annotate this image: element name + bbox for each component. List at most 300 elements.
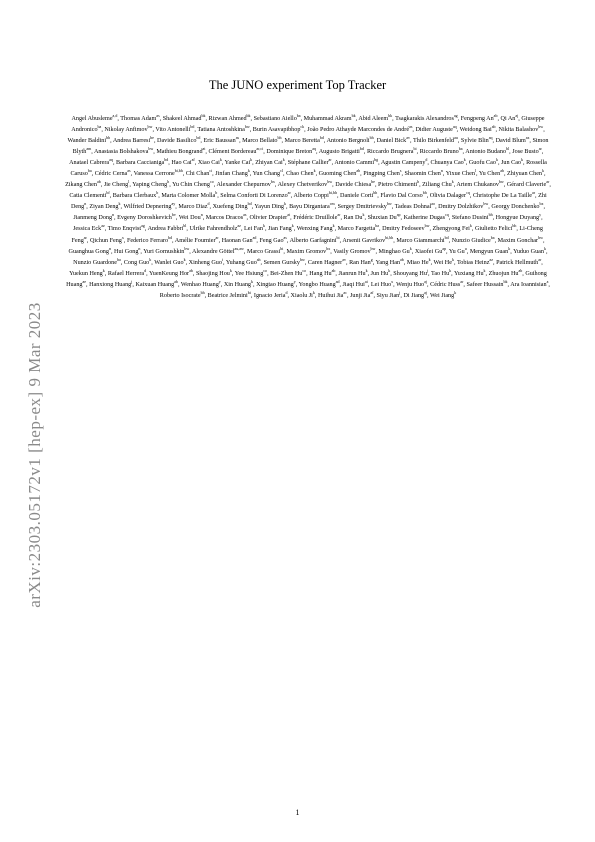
author-entry — [180, 278, 221, 288]
author-entry — [507, 168, 545, 178]
author-name: Riccardo Bruno — [419, 149, 459, 156]
author-name: Timo Enqvist — [107, 226, 142, 233]
author-affiliation-marks: co — [209, 179, 214, 185]
arxiv-identifier-text: arXiv:2303.05172v1 [hep-ex] 9 Mar 2023 — [25, 302, 44, 608]
author-affiliation-marks: ar — [287, 190, 291, 196]
author-affiliation-marks: s — [399, 168, 402, 174]
author-entry — [415, 124, 457, 134]
author-name: Huihui Jia — [317, 292, 344, 299]
author-entry — [189, 223, 241, 233]
author-entry — [208, 146, 264, 156]
author-affiliation-marks: ba — [458, 146, 463, 152]
author-name: Zhuojun Hu — [488, 270, 519, 277]
author-affiliation-marks: k — [283, 201, 286, 207]
author-entry — [393, 267, 429, 277]
author-name: Shouyang Hu — [393, 270, 427, 277]
author-entry — [197, 157, 222, 167]
author-affiliation-marks: u — [464, 245, 467, 251]
author-entry — [154, 256, 186, 266]
author-name: Barbara Clerbaux — [112, 193, 157, 200]
author-entry — [340, 190, 378, 200]
author-entry — [249, 212, 291, 222]
author-entry — [178, 212, 203, 222]
author-affiliation-marks: k — [428, 256, 431, 262]
author-name: Guoming Chen — [318, 171, 357, 178]
author-affiliation-marks: ar — [328, 157, 332, 163]
author-affiliation-marks: bh — [369, 135, 374, 141]
author-name: Riccardo Brugnera — [366, 149, 414, 156]
author-affiliation-marks: bd — [247, 201, 252, 207]
author-entry — [252, 168, 284, 178]
author-affiliation-marks: bw — [327, 179, 333, 185]
author-entry — [192, 245, 244, 255]
author-entry — [216, 179, 275, 189]
author-entry — [445, 168, 477, 178]
author-affiliation-marks: ab — [189, 267, 193, 273]
author-entry — [89, 234, 124, 244]
author-affiliation-marks: co — [302, 267, 307, 273]
author-entry — [223, 278, 253, 288]
author-entry — [466, 278, 508, 288]
author-affiliation-marks: bk — [246, 113, 251, 118]
author-affiliation-marks: k — [469, 223, 472, 229]
author-name: Alberto Garfagnini — [289, 237, 337, 244]
author-affiliation-marks: n — [440, 168, 443, 174]
author-entry — [116, 157, 169, 167]
author-entry — [468, 157, 498, 167]
author-affiliation-marks: ba — [296, 113, 301, 118]
author-entry — [174, 234, 219, 244]
author-name: Tao Hu — [431, 270, 450, 277]
author-affiliation-marks: bw — [370, 245, 376, 251]
author-affiliation-marks: at — [202, 146, 206, 152]
author-name: Gérard Claverie — [506, 182, 547, 189]
author-affiliation-marks: bx — [539, 201, 544, 207]
author-affiliation-marks: k — [388, 267, 391, 273]
author-affiliation-marks: be — [150, 135, 154, 141]
author-entry — [380, 157, 428, 167]
author-entry — [403, 212, 449, 222]
author-entry — [286, 245, 331, 255]
author-affiliation-marks: az — [237, 223, 241, 229]
author-entry — [342, 278, 368, 288]
author-affiliation-marks: bv — [171, 212, 176, 218]
author-affiliation-marks: k — [451, 256, 454, 262]
author-name: Chao Chen — [286, 171, 314, 178]
author-name: Burin Asavapibhop — [252, 127, 301, 134]
author-affiliation-marks: bw — [483, 201, 489, 207]
author-entry — [224, 157, 253, 167]
author-name: Hui Gong — [114, 248, 139, 255]
author-entry — [161, 190, 218, 200]
author-affiliation-marks: y — [539, 212, 542, 218]
author-name: Olivia Dalager — [429, 193, 467, 200]
author-entry — [422, 179, 454, 189]
author-entry — [363, 168, 402, 178]
author-entry — [117, 212, 176, 222]
author-name: Feng Gao — [259, 237, 284, 244]
author-affiliation-marks: ab — [356, 168, 361, 174]
author-affiliation-marks: az — [101, 223, 105, 229]
author-entry — [404, 168, 443, 178]
author-entry — [335, 179, 375, 189]
author-name: Frédéric Druillole — [293, 215, 338, 222]
author-entry — [172, 179, 214, 189]
author-affiliation-marks: bw — [299, 256, 305, 262]
author-affiliation-marks: bi — [336, 234, 340, 240]
author-entry — [469, 245, 511, 255]
author-name: Jiaqi Hui — [342, 281, 365, 288]
author-entry — [156, 146, 206, 156]
author-entry — [298, 278, 340, 288]
author-entry — [133, 168, 183, 178]
author-name: Sylvie Blin — [460, 138, 489, 145]
author-name: Marco Giammarchi — [396, 237, 445, 244]
author-affiliation-marks: bb — [106, 135, 111, 141]
author-affiliation-marks: aq — [488, 135, 493, 141]
author-affiliation-marks: bi — [247, 289, 251, 295]
author-affiliation-marks: k — [149, 256, 152, 262]
author-name: Ulrike Fahrendholz — [189, 226, 238, 233]
author-affiliation-marks: bi,bh — [328, 190, 337, 196]
author-name: Antonio Cammi — [334, 160, 375, 167]
author-name: Clément Bordereau — [208, 149, 257, 156]
author-entry — [512, 146, 542, 156]
author-entry — [456, 256, 493, 266]
author-name: Jessica Eck — [73, 226, 102, 233]
author-entry — [73, 256, 121, 266]
author-entry — [287, 157, 332, 167]
author-name: Guihong Huang — [66, 270, 547, 288]
author-affiliation-marks: k — [102, 267, 105, 273]
author-affiliation-marks: k — [409, 245, 412, 251]
author-entry — [159, 289, 205, 299]
author-list: Angel Abusleme$^{a,d}$, Thomas Adam$^{as}$, Shakeel Ahmad$^{bk}$, Rizwan Ahmed$^{bk}$, Sebastiano Aiello$^{ba}$, Muhammad Akram$^{bk}$, Abid Aleem$^{bk}$, Tsagkarakis Alexandros$^{ag}$, Fengpeng $An^{ab}$, Qi $An^{aj}$, Giuseppe Andronico$^{ba}$, Nikolay Anfimov$^{bw}$, Vito Antonelli$^{bd}$, Tatiana Antoshkina$^{bw}$, Burin Asavapibhop$^{ck}$, João Pedro Athayde Marcondes de André$^{as}$, Didier Auguste$^{aq}$, Weidong Bai$^{ab}$, Nikita Balashov$^{bw}$, Wander Baldini$^{bb}$, Andrea Barresi$^{be}$, Davide Basilico$^{bd}$, Eric Baussan$^{as}$, Marco Bellato$^{bh}$, Marco Beretta$^{bd}$, Antonio Bergnoli$^{bh}$, Daniel Bick$^{av}$, Thilo Birkenfeld$^{au}$, Sylvie Blin$^{aq}$, David Blum$^{az}$, Simon Blyth$^{am}$, Anastasia Bolshakova$^{bw}$, Mathieu Bongrand$^{at}$, Clément Bordereau$^{ar,ci}$, Dominique Breton$^{aq}$, Augusto Brigatti$^{bd}$, Riccardo Brugnera$^{bi}$, Riccardo Bruno$^{ba}$, Antonio Budano$^{bl}$, Jose Busto$^{ar}$, Anatael Cabrera$^{aq}$, Barbara Caccianiga$^{bd}$, Hao Cai$^{af}$, Xiao Cai$^k$, Yanke Cai$^k$, Zhiyan Cai$^k$, Stéphane Callier$^{ar}$, Antonio Cammi$^{bg}$, Agustin Campeny$^d$, Chuanya Cao$^k$, Guofu Cao$^k$, Jun Cao$^k$, Rossella Caruso$^{ba}$, Cédric Cerna$^{as}$, Vanessa Cerrone$^{bi,bh}$, Chi Chan$^{ci}$, Jinfan Chang$^k$, Yun Chang$^{cl}$, Chao Chen$^k$, Guoming Chen$^{ab}$, Pingping Chen$^s$, Shaomin Chen$^n$, Yixue Chen$^l$, Yu Chen$^{ab}$, Zhiyuan Chen$^k$, Zikang Chen$^{ab}$, Jie Cheng$^l$, Yaping Cheng$^h$, Yu Chin Cheng$^{co}$, Alexander Chepurnov$^{bx}$, Alexey Chetverikov$^{bw}$, Davide Chiesa$^{be}$, Pietro Chimenti$^h$, Ziliang Chu$^k$, Artem Chukanov$^{bw}$, Gérard Claverie$^{ar}$, Catia Clementi$^{bf}$, Barbara Clerbaux$^b$, Marta Colomer Molla$^b$, Selma Conforti Di Lorenzo$^{ar}$, Alberto Coppi$^{bi,bh}$, Daniele Corti$^{bh}$, Flavio Dal Corso$^{bh}$, Olivia Dalager$^{cq}$, Christophe De La Taille$^{ar}$, Zhi Deng$^n$, Ziyan Deng$^k$, Wilfried Depnering$^{ay}$, Marco Diaz$^d$, Xuefeng Ding$^{bd}$, Yayun Ding$^k$, Bayu Dirgantara$^{cm}$, Sergey Dmitrievsky$^{bw}$, Tadeas Dohnal$^{ao}$, Dmitry Dolzhikov$^{bw}$, Georgy Donchenko$^{bx}$, Jianmeng Dong$^n$, Evgeny Doroshkevich$^{bv}$, Wei Dou$^n$, Marcos Dracos$^{as}$, Olivier Drapier$^{at}$, Frédéric Druillole$^{ar}$, Ran Du$^k$, Shuxian $Du^{ap}$, Katherine Dugas$^{cq}$, Stefano Dusini$^{bh}$, Hongyue Duyang$^y$, Jessica Eck$^{az}$, Timo Enqvist$^{ag}$, Andrea Fabbri$^{bl}$, Ulrike Fahrendholz$^{az}$, Lei Fan$^k$, Jian Fang$^k$, Wenxing Fang$^k$, Marco Fargetta$^{ba}$, Dmitry Fedoseev$^{bw}$, Zhengyong Fei$^k$, Giulietto Felici$^{bh}$, Li-Cheng Feng$^{ar}$, Qichun Feng$^x$, Federico Ferraro$^{bd}$, Amélie Fournier$^{ar}$, Haonan Gan$^{ad}$, Feng Gao$^{as}$, Alberto Garfagnini$^{bi}$, Arsenii Gavrikov$^{bi,bh}$, Marco Giammarchi$^{bd}$, Nunzio Giudice$^{ba}$, Maxim Gonchar$^{bw}$, Guanghua Gong$^n$, Hui Gong$^n$, Yuri Gornushkin$^{bw}$, Alexandre Göttel$^{au,aw}$, Marco Grassi$^{bi}$, Maxim Gromov$^{bx}$, Vasily Gromov$^{bw}$, Minghao Gu$^k$, Xiaofei $Gu^{ap}$, Yu Gu$^u$, Mengyun Guan$^k$, Yuduo Guan$^k$, Nunzio Guardone$^{ba}$, Cong Guo$^k$, Wanlei Guo$^k$, Xinheng Guo$^i$, Yuhang Guo$^{ah}$, Semen Gursky$^{bw}$, Caren Hagner$^{av}$, Ran Han$^g$, Yang Han$^{ab}$, Miao He$^k$, Wei He$^k$, Tobias Heinz$^{az}$, Patrick Hellmuth$^{ar}$, Yuekun Heng$^k$, Rafael Herrera$^d$, YuenKeung Hor$^{ab}$, Shaojing Hou$^k$, Yee Hsiung$^{co}$, Bei-Zhen $Hu^{co}$, Hang $Hu^{ab}$, Jianrun Hu$^k$, Jun Hu$^k$, Shouyang Hu$^j$, Tao Hu$^k$, Yuxiang Hu$^k$, Zhuojun $Hu^{ab}$, Guihong Huang$^{ae}$, Hanxiong Huang$^j$, Kaixuan Huang$^{ab}$, Wenhao Huang$^y$, Xin Huang$^k$, Xingtao Huang$^y$, Yongbo Huang$^{ad}$, Jiaqi Hui$^{ai}$, Lei Huo$^x$, Wenju Huo$^{aj}$, Cédric Huss$^{ar}$, Safeer Hussain$^{bk}$, Ara Ioannisian$^a$, Roberto Isocrate$^{bh}$, Beatrice Jelmini$^{bi}$, Ignacio Jeria$^d$, Xiaolu Ji$^k$, Huihui Jia$^{ac}$, Junji Jia$^{af}$, Siyu Jian$^j$, Di Jiang$^{aj}$, Wei Jiang$^k$ — [65, 113, 551, 299]
author-name: Tsagkarakis Alexandros — [395, 116, 454, 122]
author-entry — [234, 267, 268, 277]
author-entry — [367, 212, 401, 222]
author-affiliation-marks: bh — [373, 190, 378, 196]
author-entry — [430, 278, 464, 288]
author-name: Angel Abusleme — [71, 116, 113, 122]
author-affiliation-marks: k — [183, 256, 186, 262]
author-entry — [207, 289, 251, 299]
author-entry — [286, 168, 316, 178]
author-name: Olivier Drapier — [249, 215, 288, 222]
author-affiliation-marks: bw — [244, 124, 250, 130]
author-entry — [277, 179, 333, 189]
author-entry — [268, 223, 294, 233]
author-entry — [370, 278, 394, 288]
author-name: Guanghua Gong — [68, 248, 109, 255]
author-affiliation-marks: k — [229, 267, 232, 273]
author-affiliation-marks: be — [371, 179, 375, 185]
author-entry — [107, 223, 145, 233]
author-name: Di Jiang — [403, 292, 425, 299]
author-name: Wenxing Fang — [296, 226, 333, 233]
author-name: Shaojing Hou — [195, 270, 230, 277]
author-entry — [474, 223, 517, 233]
author-entry — [378, 179, 420, 189]
author-affiliation-marks: d — [144, 267, 147, 273]
author-affiliation-marks: bi,bh — [174, 168, 183, 174]
author-entry — [318, 168, 361, 178]
author-entry — [460, 135, 493, 145]
author-entry — [378, 245, 412, 255]
author-entry — [220, 190, 291, 200]
author-entry — [431, 267, 452, 277]
author-name: Thilo Birkenfeld — [412, 138, 455, 145]
author-entry — [253, 113, 301, 122]
author-entry — [289, 234, 340, 244]
author-affiliation-marks: k — [291, 223, 294, 229]
author-entry — [497, 234, 543, 244]
author-name: Artem Chukanov — [456, 182, 499, 189]
author-name: Tobias Heinz — [456, 259, 490, 266]
author-name: Yuxiang Hu — [454, 270, 484, 277]
author-entry — [143, 245, 190, 255]
author-affiliation-marks: as — [409, 124, 413, 130]
author-name: Lei Fan — [244, 226, 263, 233]
author-name: Catia Clementi — [69, 193, 107, 200]
author-affiliation-marks: n — [84, 201, 87, 207]
author-entry — [65, 179, 101, 189]
author-entry — [454, 267, 486, 277]
author-name: Bei-Zhen Hu — [270, 270, 303, 277]
paper-title: The JUNO experiment Top Tracker — [208, 78, 387, 92]
author-name: Jun Hu — [370, 270, 389, 277]
author-entry — [326, 135, 374, 145]
author-name: Jianrun Hu — [338, 270, 366, 277]
author-entry — [107, 267, 147, 277]
author-affiliation-marks: bk — [388, 113, 393, 118]
author-name: Chi Chan — [185, 171, 210, 178]
author-name: Davide Basilico — [157, 138, 197, 145]
author-entry — [338, 267, 368, 277]
author-affiliation-marks: ba — [490, 234, 495, 240]
author-affiliation-marks: av — [342, 256, 346, 262]
author-affiliation-marks: au — [454, 135, 458, 141]
author-affiliation-marks: bi — [413, 146, 417, 152]
author-entry — [149, 267, 193, 277]
author-name: Ignacio Jeria — [253, 292, 286, 299]
author-affiliation-marks: af — [191, 157, 195, 163]
author-name: Yanke Cai — [224, 160, 251, 167]
author-name: Stéphane Callier — [287, 160, 329, 167]
author-entry — [500, 113, 519, 122]
author-name: João Pedro Athayde Marcondes de André — [307, 127, 410, 134]
author-name: Antonio Budano — [465, 149, 507, 156]
author-affiliation-marks: az — [525, 135, 530, 141]
author-affiliation-marks: k — [313, 168, 316, 174]
author-name: Yun Chang — [252, 171, 281, 178]
author-affiliation-marks: y — [293, 278, 296, 284]
author-affiliation-marks: bd — [164, 157, 169, 163]
author-entry — [414, 245, 447, 255]
author-name: Daniele Corti — [340, 193, 374, 200]
author-entry — [317, 289, 347, 299]
author-entry — [178, 201, 210, 211]
author-entry — [252, 124, 305, 134]
author-affiliation-marks: au,aw — [234, 245, 244, 251]
author-entry — [296, 223, 335, 233]
author-affiliation-marks: ap — [442, 245, 447, 251]
author-affiliation-marks: bi,bh — [385, 234, 394, 240]
author-affiliation-marks: ad — [252, 234, 257, 240]
author-name: Lei Huo — [370, 281, 392, 288]
author-name: Wenhao Huang — [180, 281, 219, 288]
author-name: David Blum — [495, 138, 526, 145]
author-entry — [506, 179, 550, 189]
author-name: Alexandre Göttel — [192, 248, 235, 255]
author-entry — [394, 201, 436, 211]
author-name: Marco Diaz — [178, 204, 208, 211]
author-entry — [247, 245, 284, 255]
author-affiliation-marks: ar — [215, 234, 219, 240]
author-entry — [432, 223, 472, 233]
author-affiliation-marks: aq — [109, 157, 113, 163]
author-name: Dmitry Dolzhikov — [438, 204, 484, 211]
author-affiliation-marks: aj — [515, 113, 519, 118]
author-affiliation-marks: ar — [538, 146, 542, 152]
author-affiliation-marks: k — [542, 168, 545, 174]
author-affiliation-marks: k — [312, 289, 315, 295]
author-name: Cong Guo — [123, 259, 150, 266]
author-name: Hongyue Duyang — [495, 215, 540, 222]
author-name: Xiaolu Ji — [290, 292, 313, 299]
author-name: Qi An — [500, 116, 516, 122]
author-affiliation-marks: bh — [512, 223, 517, 229]
author-name: Davide Chiesa — [335, 182, 372, 189]
author-entry — [123, 256, 152, 266]
author-affiliation-marks: as — [156, 113, 160, 118]
author-entry — [307, 124, 413, 134]
author-entry — [376, 289, 401, 299]
author-entry — [513, 245, 546, 255]
author-affiliation-marks: aq — [312, 146, 317, 152]
author-name: Jose Busto — [512, 149, 539, 156]
author-entry — [205, 212, 247, 222]
author-entry — [412, 135, 458, 145]
author-name: Jinfan Chang — [215, 171, 248, 178]
author-affiliation-marks: h — [417, 179, 420, 185]
author-name: Maxim Gonchar — [497, 237, 539, 244]
author-affiliation-marks: ar — [83, 234, 87, 240]
author-name: Amélie Fournier — [174, 237, 216, 244]
author-entry — [406, 256, 431, 266]
author-name: Yayun Ding — [254, 204, 284, 211]
author-affiliation-marks: k — [543, 245, 546, 251]
author-entry — [69, 267, 105, 277]
author-name: Thomas Adam — [120, 116, 157, 122]
author-name: Junji Jia — [350, 292, 371, 299]
author-entry — [68, 245, 111, 255]
author-entry — [69, 190, 110, 200]
author-entry — [290, 289, 315, 299]
author-affiliation-marks: i — [221, 256, 224, 262]
author-entry — [419, 146, 463, 156]
author-entry — [263, 256, 305, 266]
author-entry — [382, 223, 430, 233]
author-entry — [259, 234, 287, 244]
author-affiliation-marks: j — [131, 278, 133, 284]
author-name: Pietro Chimenti — [378, 182, 418, 189]
author-affiliation-marks: bw — [538, 234, 543, 240]
author-entry — [495, 135, 530, 145]
author-name: Ara Ioannisian — [510, 281, 547, 288]
author-entry — [157, 135, 201, 145]
author-name: Marco Fargetta — [337, 226, 376, 233]
author-affiliation-marks: af — [370, 289, 374, 295]
author-affiliation-marks: az — [489, 256, 493, 262]
author-affiliation-marks: a — [546, 278, 549, 284]
author-entry — [429, 289, 457, 299]
author-affiliation-marks: k — [508, 245, 511, 251]
author-name: Ran Han — [349, 259, 371, 266]
author-name: Yuekun Heng — [69, 270, 103, 277]
author-affiliation-marks: k — [365, 267, 368, 273]
author-name: Alexander Chepurnov — [216, 182, 271, 189]
author-affiliation-marks: cm — [329, 201, 335, 207]
author-name: Yee Hsiung — [234, 270, 264, 277]
author-name: Marco Grassi — [247, 248, 281, 255]
author-name: Rossella Caruso — [70, 160, 547, 178]
author-name: Arsenii Gavrikov — [342, 237, 386, 244]
author-name: Yuduo Guan — [513, 248, 544, 255]
author-affiliation-marks: ar — [538, 256, 542, 262]
author-affiliation-marks: co — [263, 267, 268, 273]
author-entry — [309, 267, 336, 277]
author-affiliation-marks: bw — [386, 201, 392, 207]
author-name: Xuefeng Ding — [212, 204, 248, 211]
author-name: Xinheng Guo — [188, 259, 222, 266]
author-affiliation-marks: ad — [335, 278, 340, 284]
author-affiliation-marks: l — [474, 168, 477, 174]
author-affiliation-marks: l — [128, 179, 130, 185]
author-entry — [212, 201, 252, 211]
author-affiliation-marks: k — [454, 289, 457, 295]
author-entry — [89, 201, 121, 211]
author-name: Yuri Gornushkin — [143, 248, 185, 255]
author-name: Didier Auguste — [415, 127, 453, 134]
page-number: 1 — [295, 808, 300, 817]
author-entry — [188, 256, 224, 266]
author-affiliation-marks: ba — [375, 223, 380, 229]
arxiv-identifier-stamp — [20, 255, 50, 655]
author-name: Xin Huang — [223, 281, 251, 288]
author-affiliation-marks: bx — [326, 245, 331, 251]
author-affiliation-marks: bd — [196, 135, 201, 141]
author-name: Mathieu Bongrand — [156, 149, 203, 156]
author-affiliation-marks: bh — [488, 212, 493, 218]
author-affiliation-marks: k — [247, 168, 250, 174]
author-name: Selma Conforti Di Lorenzo — [220, 193, 288, 200]
author-affiliation-marks: k — [282, 157, 285, 163]
author-entry — [253, 289, 288, 299]
author-name: Abid Aleem — [358, 116, 389, 122]
author-affiliation-marks: as — [283, 234, 287, 240]
author-entry — [114, 245, 141, 255]
author-affiliation-marks: n — [138, 245, 141, 251]
author-entry — [93, 146, 154, 156]
author-entry — [254, 201, 286, 211]
author-name: Jun Cao — [501, 160, 521, 167]
author-entry — [197, 124, 250, 134]
author-entry — [459, 124, 496, 134]
author-entry — [162, 113, 206, 122]
author-affiliation-marks: ab — [96, 179, 101, 185]
author-name: Zhengyong Fei — [432, 226, 470, 233]
